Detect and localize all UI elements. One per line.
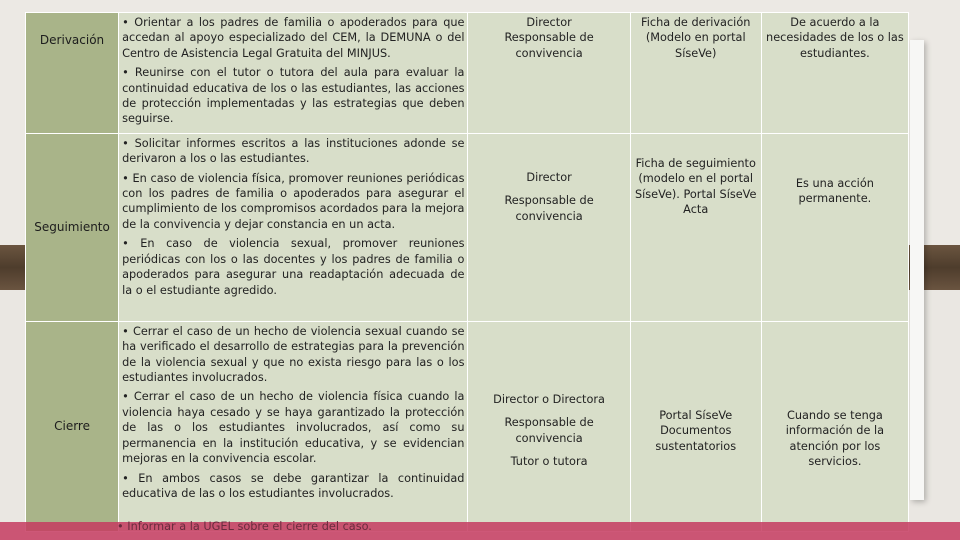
table-row-derivacion	[26, 13, 909, 134]
instrument-text: Ficha de derivación (Modelo en portal SíseVe)	[641, 16, 751, 60]
table-row-cierre	[26, 321, 909, 531]
timing-text: Cuando se tenga información de la atención por los servicios.	[785, 408, 885, 469]
responsible-item: Tutor o tutora	[510, 455, 588, 469]
instrument-text: Ficha de seguimiento (modelo en el portal SíseVe). Portal SíseVe Acta	[634, 156, 757, 217]
responsible-item: Director	[526, 170, 572, 184]
timing-text: Es una acción permanente.	[795, 176, 874, 206]
actions-cell	[119, 13, 468, 134]
responsible-cell	[468, 13, 630, 134]
stage-label: Seguimiento	[34, 220, 110, 235]
timing-cell	[761, 133, 908, 321]
timing-cell	[761, 321, 908, 531]
responsible-item: Responsable de convivencia	[504, 416, 594, 445]
action-item: • Cerrar el caso de un hecho de violencia sexual cuando se ha verificado el desarrollo de estrategias para la prevención de la violencia sexual y que no exista riesgo para las o los estudiantes involucrados.	[122, 324, 465, 385]
responsible-item: Director o Directora	[493, 392, 605, 406]
footer-action-item: • Informar a la UGEL sobre el cierre del caso.	[117, 520, 372, 533]
instrument-text: Portal SíseVe Documentos sustentatorios	[655, 408, 737, 453]
action-item: • En ambos casos se debe garantizar la continuidad educativa de las o los estudiantes involucrados.	[122, 471, 465, 500]
action-item: • Reunirse con el tutor o tutora del aula para evaluar la continuidad educativa de los o las estudiantes, las acciones de protección implementadas y las estrategias que deben seguirse.	[122, 66, 465, 126]
stage-cell	[26, 321, 119, 531]
action-item: • Solicitar informes escritos a las instituciones adonde se derivaron a los o las estudiantes.	[122, 136, 465, 166]
action-item: • En caso de violencia sexual, promover reuniones periódicas con los o las docentes y los padres de familia o apoderados para asegurar una readaptación adecuada de la o el estudiante agredido.	[122, 237, 465, 297]
instrument-cell	[630, 13, 761, 134]
action-item: • Cerrar el caso de un hecho de violencia física cuando la violencia haya cesado y se haya garantizado la protección de las o los estudiantes involucrados, así como su permanencia en la institución educativa, y se evidencian mejoras en la convivencia escolar.	[122, 390, 465, 466]
action-item: • Orientar a los padres de familia o apoderados para que accedan al apoyo especializado del CEM, la DEMUNA o del Centro de Asistencia Legal Gratuita del MINJUS.	[122, 16, 465, 60]
instrument-cell	[630, 133, 761, 321]
responsible-cell	[468, 133, 630, 321]
actions-cell	[119, 321, 468, 531]
stage-label: Cierre	[54, 419, 90, 434]
responsible-cell	[468, 321, 630, 531]
stage-cell	[26, 13, 119, 134]
stage-cell	[26, 133, 119, 321]
timing-cell	[761, 13, 908, 134]
instrument-cell	[630, 321, 761, 531]
protocol-table	[25, 12, 909, 532]
stage-label: Derivación	[39, 33, 105, 47]
responsible-item: Director	[526, 16, 572, 29]
responsible-item: Responsable de convivencia	[504, 31, 594, 60]
action-item: • En caso de violencia física, promover reuniones periódicas con los padres de familia o apoderados para asegurar el cumplimiento de los compromisos acordados para la mejora de la convivencia y dejar constancia en un acta.	[122, 171, 465, 231]
responsible-item: Responsable de convivencia	[504, 194, 594, 223]
paper-edge	[910, 40, 924, 500]
timing-text: De acuerdo a la necesidades de los o las estudiantes.	[766, 16, 904, 60]
table-row-seguimiento	[26, 133, 909, 321]
actions-cell	[119, 133, 468, 321]
